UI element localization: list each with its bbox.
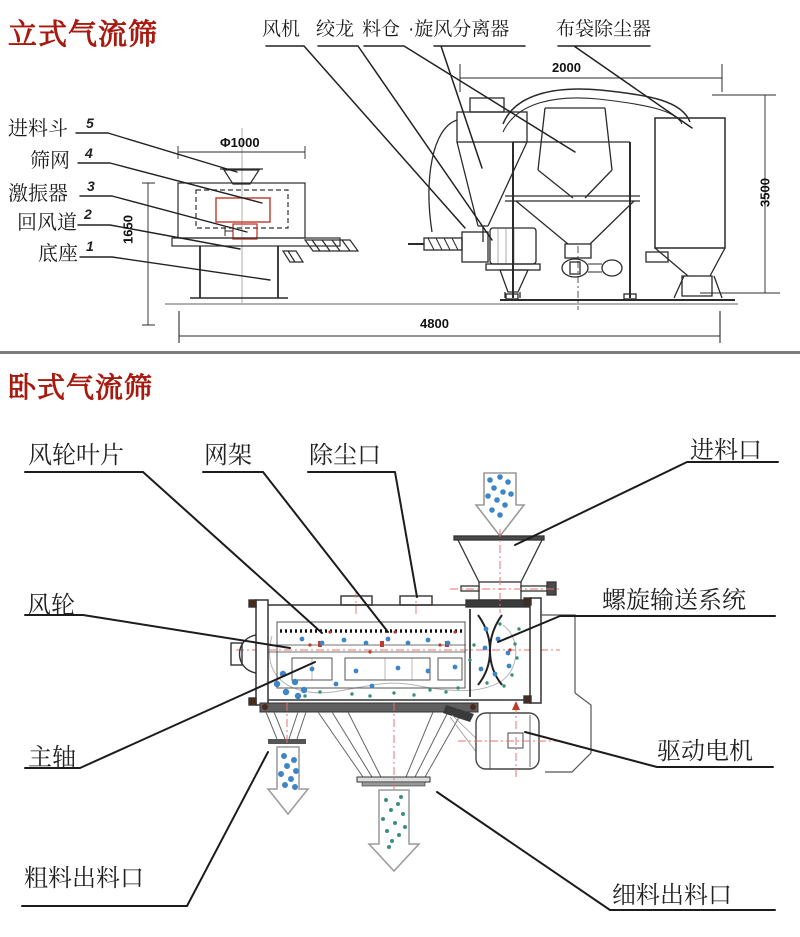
dim-3500: 3500 (757, 178, 773, 207)
label-auger: 绞龙 (316, 19, 355, 40)
dim-1650: 1650 (120, 215, 136, 244)
feed-flow-arrow-icon (476, 473, 524, 536)
label-vibrator: 激振器 (8, 183, 68, 205)
label-cyclone-separator: ·旋风分离器 (408, 19, 510, 40)
dim-diameter: Φ1000 (220, 135, 260, 150)
top-leader-lines (266, 46, 692, 240)
label-feed-inlet: 进料口 (690, 437, 762, 464)
cyclone-system-drawing (165, 64, 780, 343)
label-coarse-outlet: 粗料出料口 (24, 865, 144, 892)
part-number-1: 1 (86, 238, 94, 254)
label-fan-wheel-blades: 风轮叶片 (28, 442, 124, 469)
label-mesh-frame: 网架 (204, 442, 252, 469)
label-dust-port: 除尘口 (309, 442, 381, 469)
vertical-sieve-machine (142, 128, 358, 325)
coarse-outlet-arrow-icon (268, 747, 308, 814)
part-number-5: 5 (86, 115, 94, 131)
part-leader-lines (76, 133, 270, 280)
label-bag-dust-collector: 布袋除尘器 (556, 19, 652, 40)
dim-4800: 4800 (420, 316, 449, 331)
section-title-horizontal: 卧式气流筛 (8, 372, 154, 403)
part-number-4: 4 (85, 145, 93, 161)
sieve-interior (268, 609, 521, 699)
part-number-2: 2 (84, 206, 92, 222)
label-fan: 风机 (262, 19, 301, 40)
feed-funnel (450, 529, 562, 613)
label-base: 底座 (38, 243, 78, 265)
label-fine-outlet: 细料出料口 (612, 882, 732, 909)
fine-outlet-arrow-icon (369, 790, 419, 871)
part-number-3: 3 (87, 178, 95, 194)
label-fan-wheel: 风轮 (27, 592, 75, 619)
label-main-shaft: 主轴 (28, 744, 76, 771)
dim-2000: 2000 (552, 60, 581, 75)
label-return-air-duct: 回风道 (17, 212, 77, 234)
label-feed-hopper: 进料斗 (8, 118, 68, 140)
label-drive-motor: 驱动电机 (657, 738, 753, 765)
label-screw-conveyor-system: 螺旋输送系统 (602, 587, 746, 614)
section-title-vertical: 立式气流筛 (8, 19, 159, 51)
label-hopper: 料仓 (362, 19, 401, 40)
label-screen-mesh: 筛网 (30, 150, 70, 172)
